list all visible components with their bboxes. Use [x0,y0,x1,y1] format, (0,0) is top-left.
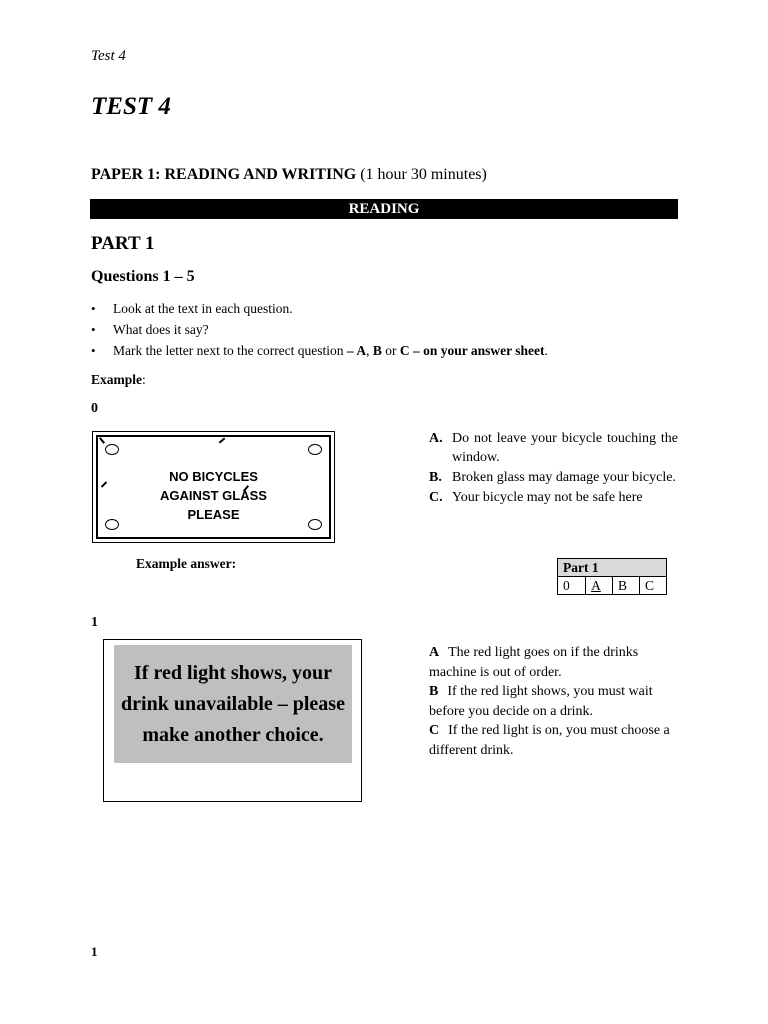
option-c [429,721,681,760]
option-text: If the red light shows, you must wait before you decide on a drink. [429,684,653,719]
instruction-text: What does it say? [113,322,209,337]
part-title: PART 1 [91,233,155,254]
option-text: Broken glass may damage your bicycle. [452,470,676,485]
question-1-number: 1 [91,615,98,630]
option-b [429,682,681,721]
instruction-item [91,300,548,321]
option-b [429,468,678,487]
section-bar-reading: READING [90,199,678,219]
example-sign-text [98,467,329,524]
answer-table-header: Part 1 [558,559,667,577]
sign-line: PLEASE [187,507,240,522]
paper-duration: (1 hour 30 minutes) [360,166,487,183]
example-number: 0 [91,401,98,416]
screw-icon [105,444,119,455]
crack-icon [219,437,226,443]
instruction-item [91,342,548,363]
instruction-letter-a: A [356,343,367,358]
option-letter: C [429,723,440,738]
option-a [429,643,681,682]
example-label-colon: : [142,372,146,387]
answer-cell-c: C [640,577,667,595]
questions-range: Questions 1 – 5 [91,268,195,285]
option-text: Your bicycle may not be safe here [452,490,643,505]
sign-line: AGAINST GLASS [160,488,267,503]
option-a [429,429,678,467]
page-number: 1 [91,944,98,959]
instruction-letter-b: B [372,343,382,358]
paper-title: PAPER 1: READING AND WRITING [91,166,357,183]
example-label-text: Example [91,372,143,387]
example-sign-frame [96,435,331,539]
option-text: The red light goes on if the drinks machine is out of order. [429,645,639,680]
screw-icon [308,444,322,455]
question-1-sign-text: If red light shows, your drink unavailable – please make another choice. [114,645,352,763]
answer-cell-a: A [586,577,613,595]
instruction-suffix: – on your answer sheet [409,343,545,358]
option-letter: A. [429,431,443,446]
instruction-letter-c: C [399,343,410,358]
question-1-sign [103,639,362,802]
sign-line: NO BICYCLES [169,469,258,484]
option-letter: A [429,645,440,660]
instruction-or: or [381,343,400,358]
example-sign [92,431,335,543]
question-1-options [429,643,681,760]
instruction-item [91,321,548,342]
paper-heading [91,166,487,184]
example-options [429,429,678,508]
crack-icon [99,437,105,444]
instruction-text: Mark the letter next to the correct question [113,343,344,358]
answer-cell-number: 0 [558,577,586,595]
instruction-text: Look at the text in each question. [113,301,293,316]
option-letter: B. [429,470,442,485]
instruction-comma: , [366,343,373,358]
option-text: If the red light is on, you must choose a different drink. [429,723,670,758]
option-text: Do not leave your bicycle touching the window. [452,431,678,465]
instruction-list [91,300,548,363]
instruction-dash: – [343,343,357,358]
answer-table [557,558,667,595]
instruction-end: . [544,343,548,358]
option-c [429,488,678,507]
example-answer-label: Example answer: [136,556,237,571]
test-title: TEST 4 [91,93,171,120]
option-letter: B [429,684,439,699]
running-head: Test 4 [91,48,126,64]
answer-cell-b: B [613,577,640,595]
example-label [91,372,146,388]
option-letter: C. [429,490,443,505]
